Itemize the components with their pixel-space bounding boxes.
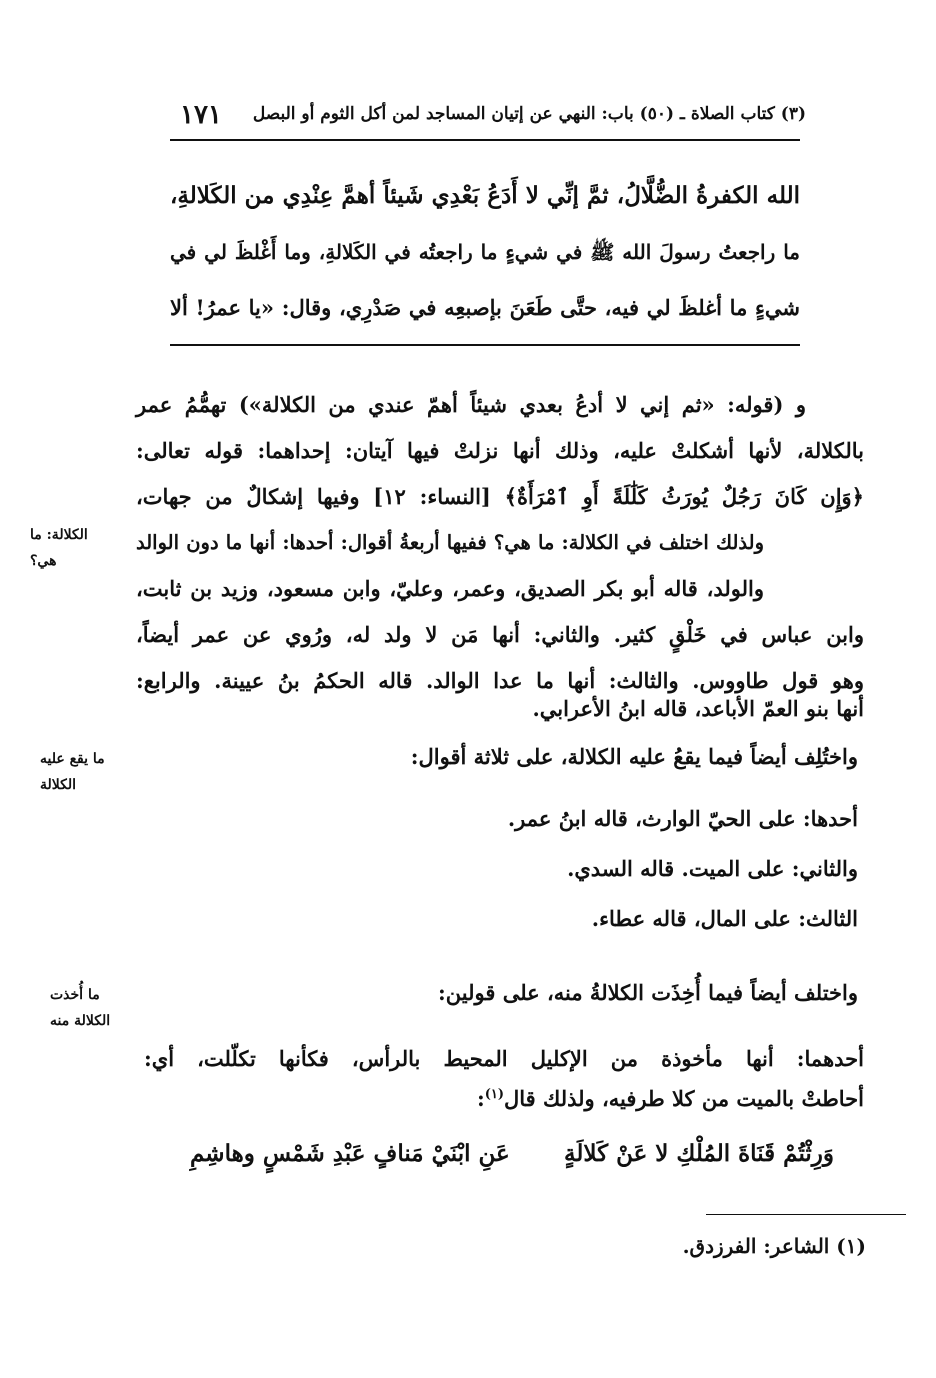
section-divider xyxy=(170,344,800,346)
opinion-item xyxy=(508,806,858,831)
margin-note-line: هي؟ xyxy=(30,553,57,569)
colon: : xyxy=(476,1086,485,1111)
opinion-text: على الحيّ الوارث، قاله ابنُ عمر. xyxy=(507,806,796,831)
opinion-text: على المال، قاله عطاء. xyxy=(591,906,791,931)
commentary-line xyxy=(477,1086,864,1111)
margin-note-line: ما أُخذت xyxy=(50,987,100,1003)
margin-note-line: الكلالة: ما xyxy=(30,527,88,543)
commentary-line: وابن عباس في خَلْقٍ كثير. والثاني: أنها مَن لا ولد له، ورُوي عن عمر أيضاً، xyxy=(136,622,864,647)
hadith-line: الله الكفرةُ الضُّلَّالُ، ثمَّ إنِّي لا أَدَعُ بَعْدِي شَيئاً أهمَّ عِنْدِي من الكَلالةِ، xyxy=(170,182,800,209)
paragraph-intro: واختُلِف أيضاً فيما يقعُ عليه الكلالة، على ثلاثة أقوال: xyxy=(410,744,858,769)
header-rule xyxy=(170,139,800,141)
commentary-text: أنها مأخوذة من الإكليل المحيط بالرأس، فكأنها تكلّلت، أي: xyxy=(144,1046,774,1071)
margin-note-line: الكلالة منه xyxy=(50,1013,111,1029)
opinion-item xyxy=(592,906,858,931)
hadith-line: شيءٍ ما أغلظَ لي فيه، حتَّى طَعَنَ بإصبعِه في صَدْرِي، وقال: «يا عمرُ! ألا xyxy=(170,295,800,320)
paragraph-intro: واختلف أيضاً فيما أُخِذَت الكلالةُ منه، على قولين: xyxy=(438,980,858,1005)
opinion-label: الثالث: xyxy=(798,906,858,931)
margin-note-line: الكلالة xyxy=(40,777,77,793)
commentary-line: ﴿وَإِن كَانَ رَجُلٌ يُورَثُ كَلَٰلَةً أَوِ ٱمْرَأَةٌ﴾ [النساء: ١٢] وفيها إشكالٌ من جهات، xyxy=(136,484,864,509)
hadith-text xyxy=(170,168,800,336)
footnote-reference[interactable]: (١) xyxy=(484,1087,505,1102)
commentary-line: و (قوله: «ثم إني لا أدعُ بعدي شيئاً أهمّ عندي من الكلالة») تهمُّمُ عمر xyxy=(136,392,806,417)
opinion-label: أحدهما: xyxy=(796,1046,864,1071)
opinion-label: أحدها: xyxy=(802,806,858,831)
commentary-line xyxy=(144,1036,864,1082)
commentary-line: بالكلالة، لأنها أشكلتْ عليه، وذلك أنها نزلتْ فيها آيتان: إحداهما: قوله تعالى: xyxy=(136,438,864,463)
commentary-line: والولد، قاله أبو بكر الصديق، وعمر، وعليّ، وابن مسعود، وزيد بن ثابت، xyxy=(136,576,764,601)
hadith-line: ما راجعتُ رسولَ الله ﷺ في شيءٍ ما راجعتُه في الكَلالةِ، وما أَغْلظَ لي في xyxy=(170,240,800,264)
commentary-line: أنها بنو العمّ الأباعد، قاله ابنُ الأعرابي. xyxy=(532,696,864,721)
footnote: (١) الشاعر: الفرزدق. xyxy=(682,1234,866,1258)
footnote-rule xyxy=(706,1214,906,1215)
opinion-item xyxy=(567,856,858,881)
opinion-text: على الميت. قاله السدي. xyxy=(567,856,785,881)
poetry-verse xyxy=(190,1140,890,1190)
commentary-line: ولذلك اختلف في الكلالة: ما هي؟ ففيها أربعةُ أقوال: أحدها: أنها ما دون الوالد xyxy=(136,531,764,554)
margin-note-object xyxy=(40,746,180,798)
verse-hemistich-first: وَرِثْتُمْ قَنَاةَ المُلْكِ لا عَنْ كَلالَةٍ xyxy=(564,1140,834,1167)
running-head: (٣) كتاب الصلاة ـ (٥٠) باب: النهي عن إتيان المساجد لمن أكل الثوم أو البصل xyxy=(252,104,806,124)
page-number: ١٧١ xyxy=(180,100,222,130)
commentary-line: وهو قول طاووس. والثالث: أنها ما عدا الوالد. قاله الحكمُ بنُ عيينة. والرابع: xyxy=(136,668,864,693)
margin-note-line: ما يقع عليه xyxy=(40,751,105,767)
opinion-label: والثاني: xyxy=(791,856,858,881)
commentary-text: أحاطتْ بالميت من كلا طرفيه، ولذلك قال xyxy=(504,1086,864,1111)
margin-note-definition xyxy=(30,522,170,574)
margin-note-origin xyxy=(50,982,190,1034)
verse-hemistich-second: عَنِ ابْنَيْ مَنافٍ عَبْدِ شَمْسٍ وهاشِمِ xyxy=(190,1140,510,1167)
page-header xyxy=(180,100,806,134)
